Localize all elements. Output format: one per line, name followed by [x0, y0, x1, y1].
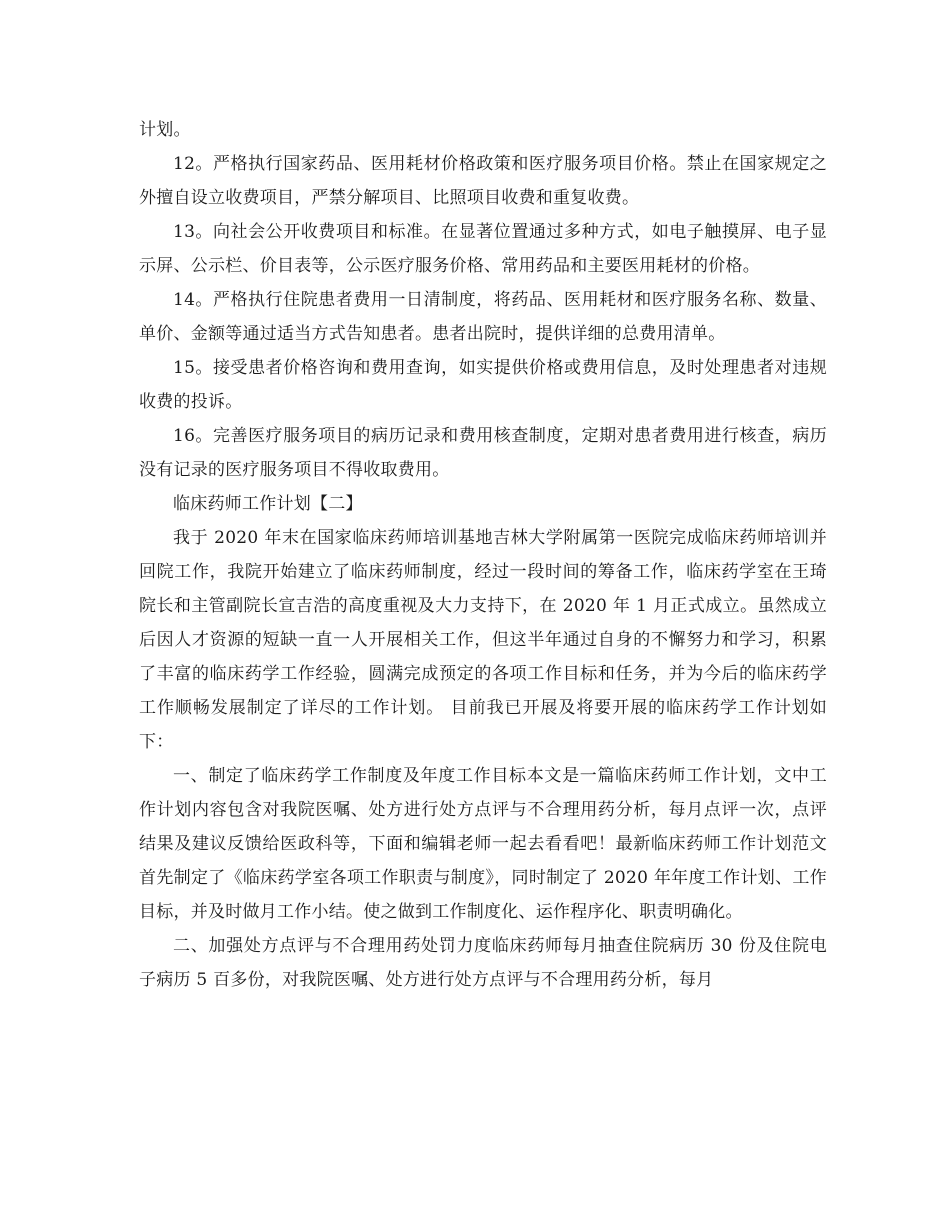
section-heading: 临床药师工作计划【二】	[173, 494, 363, 514]
paragraph-item-13: 13。向社会公开收费项目和标准。在显著位置通过多种方式，如电子触摸屏、电子显示屏、公示栏、价目表等，公示医疗服务价格、常用药品和主要医用耗材的价格。	[139, 222, 827, 276]
paragraph-item-15: 15。接受患者价格咨询和费用查询，如实提供价格或费用信息，及时处理患者对违规收费的投诉。	[139, 358, 827, 412]
paragraph-item-12: 12。严格执行国家药品、医用耗材价格政策和医疗服务项目价格。禁止在国家规定之外擅自设立收费项目，严禁分解项目、比照项目收费和重复收费。	[139, 154, 827, 208]
paragraph-point-2: 二、加强处方点评与不合理用药处罚力度临床药师每月抽查住院病历 30 份及住院电子病历 5 百多份，对我院医嘱、处方进行处方点评与不合理用药分析，每月	[139, 936, 827, 990]
paragraph-item-16: 16。完善医疗服务项目的病历记录和费用核查制度，定期对患者费用进行核查，病历没有记录的医疗服务项目不得收取费用。	[139, 426, 827, 480]
paragraph-intro: 我于 2020 年末在国家临床药师培训基地吉林大学附属第一医院完成临床药师培训并回院工作，我院开始建立了临床药师制度，经过一段时间的筹备工作，临床药学室在王琦院长和主管副院长宣吉浩的高度重视及大力支持下，在 2020 年 1 月正式成立。虽然成立后因人才资源的短缺一直一人开展相关工作，但这半年通过自身的不懈努力和学习，积累了丰富的临床药学工作经验，圆满完成预定的各项工作目标和任务，并为今后的临床药学工作顺畅发展制定了详尽的工作计划。 目前我已开展及将要开展的临床药学工作计划如下：	[139, 528, 827, 752]
document-body	[139, 113, 827, 997]
paragraph-item-14: 14。严格执行住院患者费用一日清制度，将药品、医用耗材和医疗服务名称、数量、单价、金额等通过适当方式告知患者。患者出院时，提供详细的总费用清单。	[139, 290, 827, 344]
paragraph-point-1: 一、制定了临床药学工作制度及年度工作目标本文是一篇临床药师工作计划，文中工作计划内容包含对我院医嘱、处方进行处方点评与不合理用药分析，每月点评一次，点评结果及建议反馈给医政科等，下面和编辑老师一起去看看吧！最新临床药师工作计划范文首先制定了《临床药学室各项工作职责与制度》，同时制定了 2020 年年度工作计划、工作目标，并及时做月工作小结。使之做到工作制度化、运作程序化、职责明确化。	[139, 766, 827, 922]
paragraph-continuation: 计划。	[139, 120, 191, 140]
